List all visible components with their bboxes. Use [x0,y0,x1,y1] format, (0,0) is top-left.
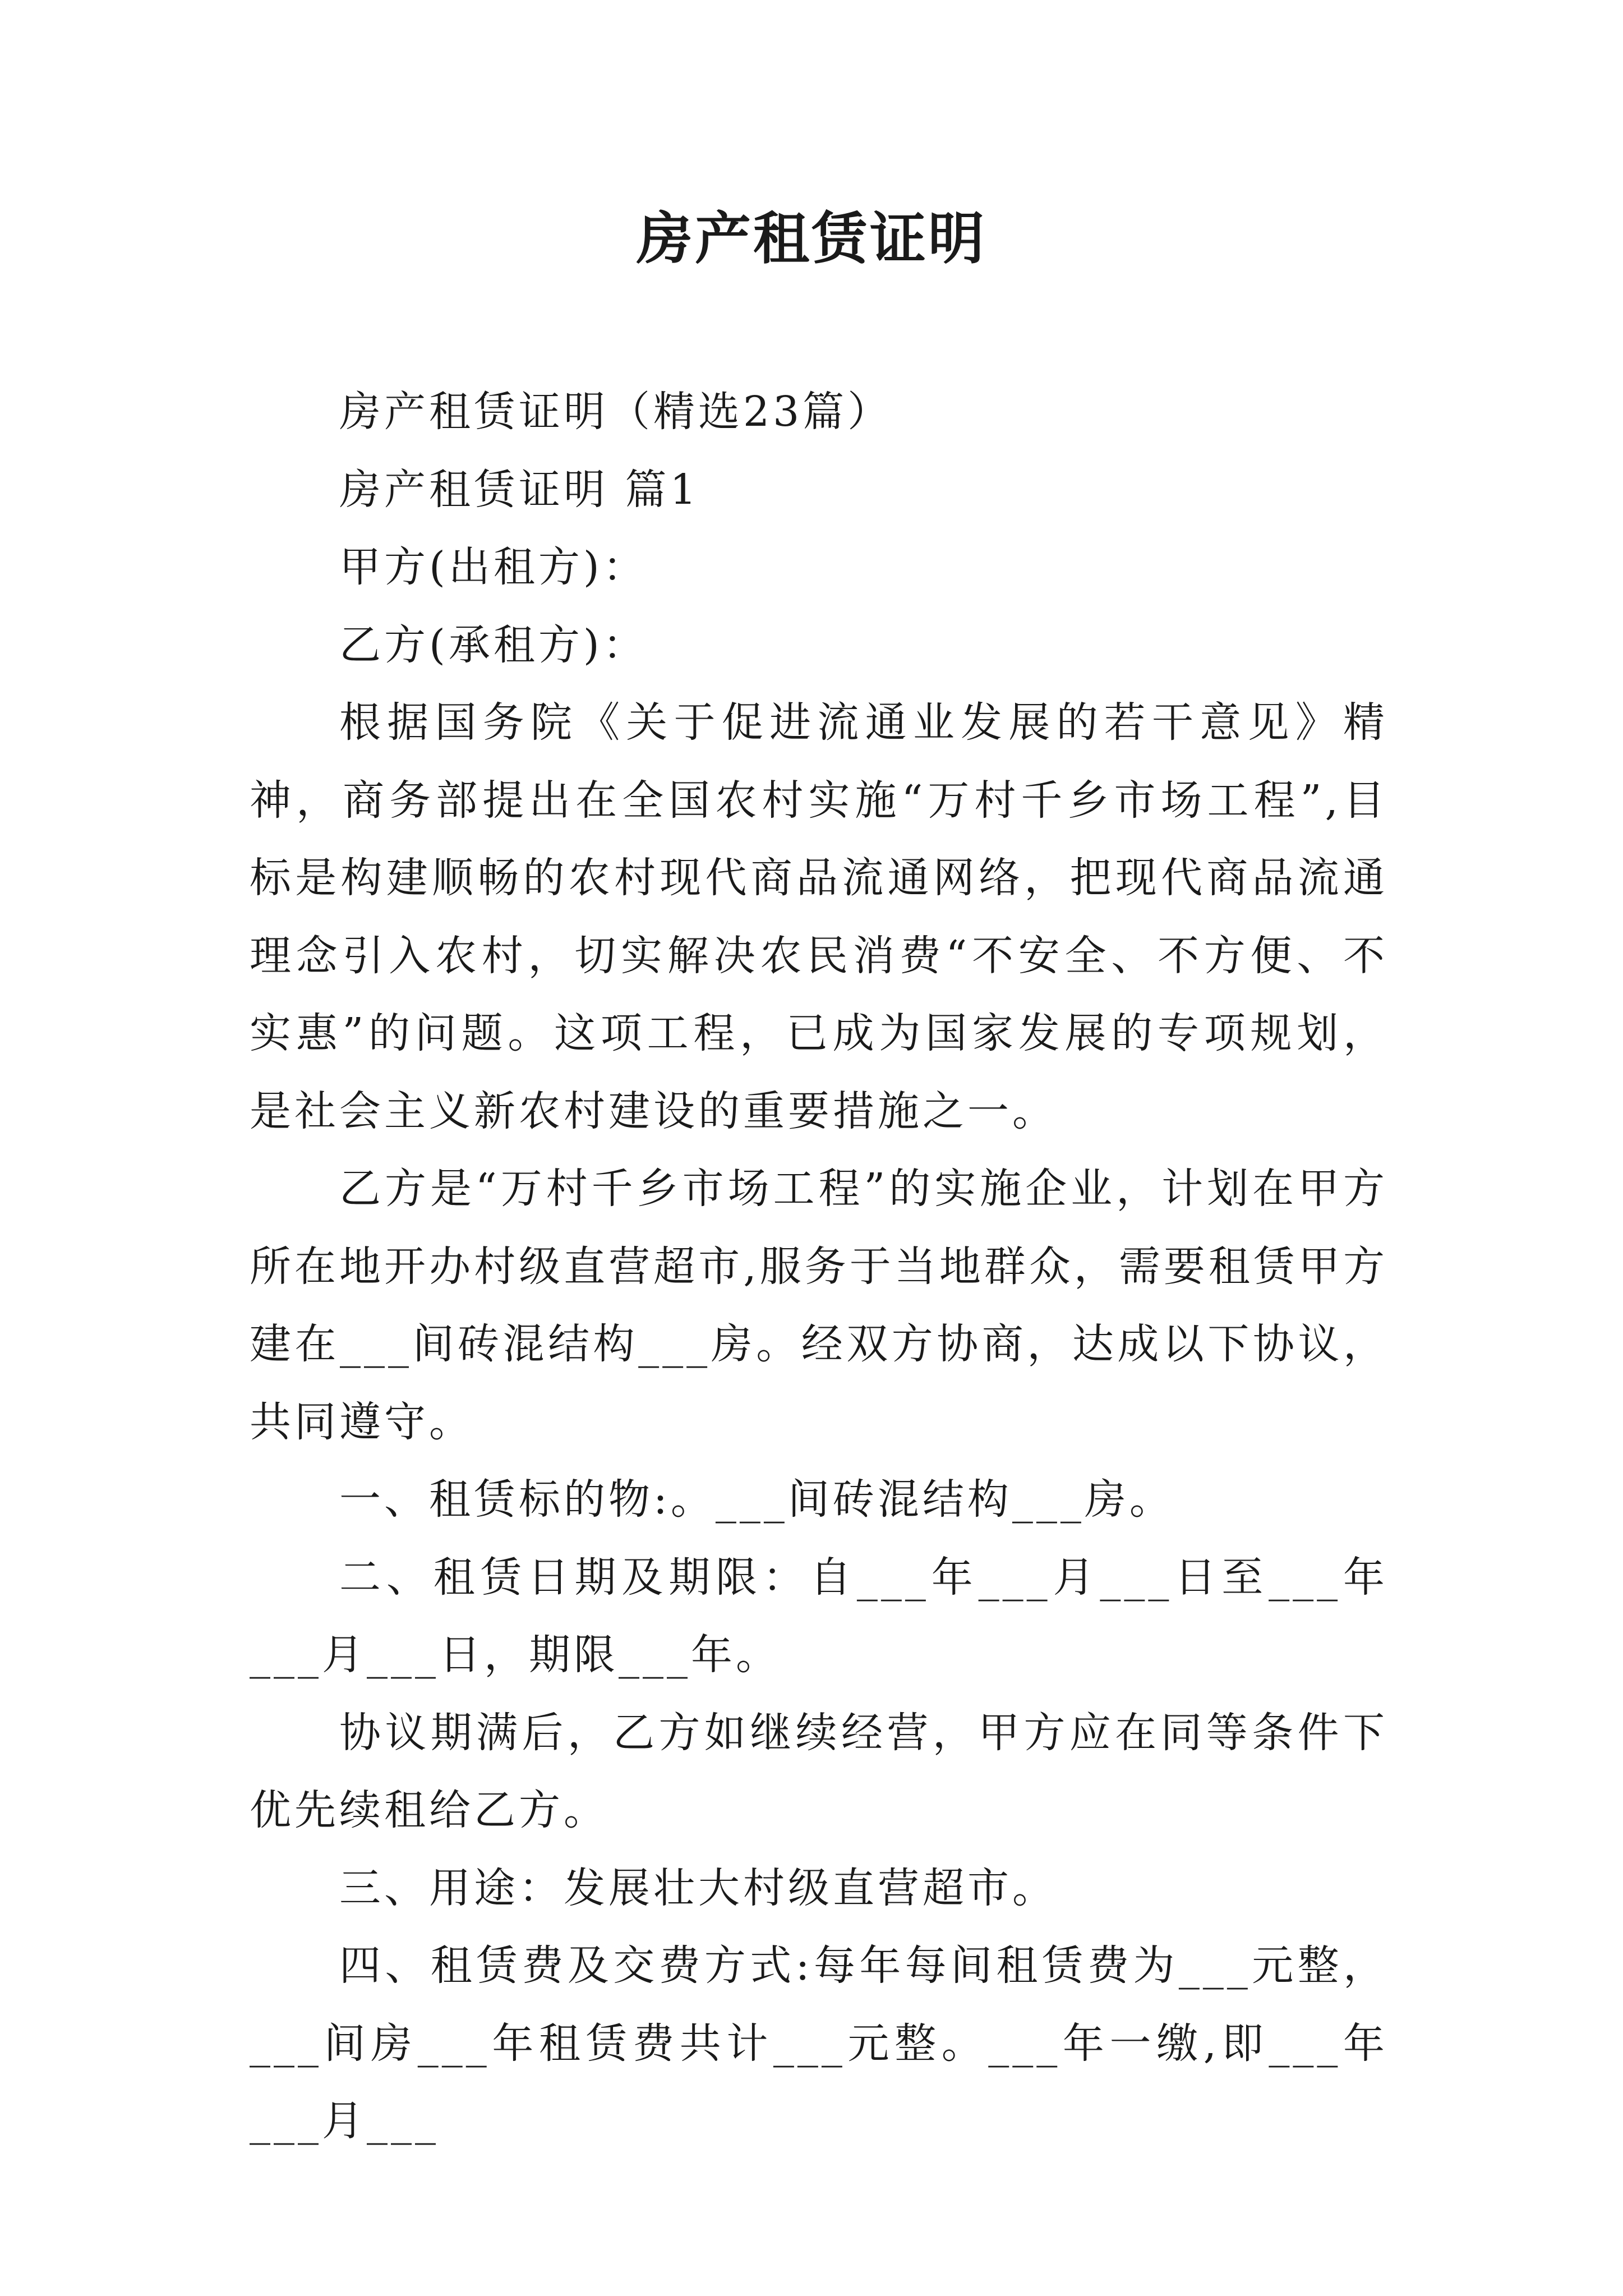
paragraph-purpose: 乙方是“万村千乡市场工程”的实施企业，计划在甲方所在地开办村级直营超市,服务于当地群众，需要租赁甲方建在___间砖混结构___房。经双方协商，达成以下协议，共同遵守。 [250,1165,1388,1446]
paragraph-subtitle: 房产租赁证明（精选23篇） [339,388,893,436]
document-body [250,373,1388,2160]
paragraph-renewal: 协议期满后，乙方如继续经营，甲方应在同等条件下优先续租给乙方。 [250,1708,1388,1834]
paragraph-clause-3: 三、用途：发展壮大村级直营超市。 [339,1864,1057,1912]
paragraph-section-heading: 房产租赁证明 篇1 [339,465,700,514]
paragraph-party-b: 乙方(承租方)： [339,620,648,669]
document-title: 房产租赁证明 [637,205,986,272]
paragraph-background: 根据国务院《关于促进流通业发展的若干意见》精神，商务部提出在全国农村实施“万村千乡市场工程”,目标是构建顺畅的农村现代商品流通网络，把现代商品流通理念引入农村，切实解决农民消费“不安全、不方便、不实惠”的问题。这项工程，已成为国家发展的专项规划，是社会主义新农村建设的重要措施之一。 [250,698,1388,1135]
paragraph-clause-2: 二、租赁日期及期限：自___年___月___日至___年___月___日，期限___年。 [250,1553,1388,1679]
paragraph-clause-1: 一、租赁标的物:。___间砖混结构___房。 [339,1475,1174,1524]
paragraph-clause-4: 四、租赁费及交费方式:每年每间租赁费为___元整，___间房___年租赁费共计___元整。___年一缴,即___年___月___ [250,1941,1388,2145]
paragraph-party-a: 甲方(出租方)： [339,543,648,591]
